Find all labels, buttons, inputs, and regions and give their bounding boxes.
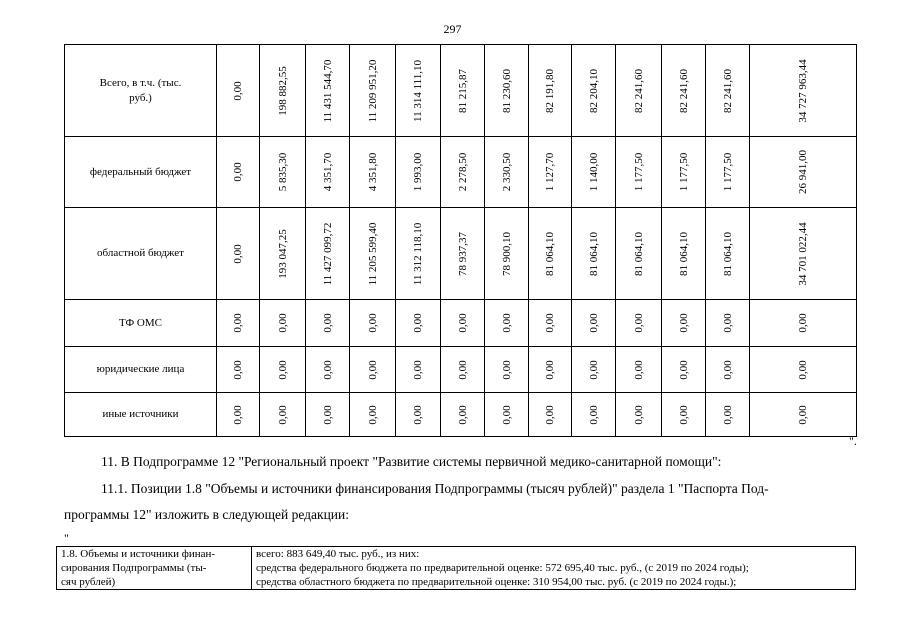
value-cell	[706, 300, 750, 347]
cell-value: 0,00	[366, 359, 379, 380]
cell-value: 0,00	[677, 359, 690, 380]
cell-value: 26 941,00	[797, 150, 809, 194]
cell-value: 34 701 022,44	[797, 221, 809, 286]
cell-value: 0,00	[232, 404, 244, 425]
cell-value: 0,00	[500, 359, 513, 380]
value-cell	[396, 393, 441, 437]
value-cell	[662, 137, 706, 208]
cell-value: 82 191,80	[544, 68, 556, 113]
cell-value: 2 278,50	[456, 152, 469, 192]
row-label: юридические лица	[65, 347, 217, 393]
value-cell	[572, 347, 616, 393]
value-cell	[441, 393, 485, 437]
paragraph-11: 11. В Подпрограмме 12 "Региональный проект "Развитие системы первичной медико-санитарной помощи":	[101, 454, 722, 469]
row-label: федеральный бюджет	[65, 137, 217, 208]
cell-value: 0,00	[321, 313, 334, 333]
cell-value: 81 064,10	[677, 231, 690, 276]
value-cell	[260, 208, 306, 300]
cell-value: 0,00	[366, 313, 379, 333]
value-cell	[572, 45, 616, 137]
cell-value: 81 230,60	[500, 68, 513, 113]
value-cell	[396, 347, 441, 393]
value-cell	[350, 393, 396, 437]
passport-value-line: средства федерального бюджета по предварительной оценке: 572 695,40 тыс. руб., (с 2019 по 2024 годы);	[256, 562, 749, 574]
value-cell	[616, 300, 662, 347]
cell-value: 82 241,60	[632, 68, 645, 113]
value-cell	[485, 45, 529, 137]
value-cell	[706, 393, 750, 437]
opening-quote: "	[64, 531, 69, 545]
cell-value: 0,00	[544, 359, 556, 380]
cell-value: 81 064,10	[587, 231, 600, 276]
cell-value: 0,00	[412, 313, 424, 333]
value-cell	[662, 45, 706, 137]
value-cell	[217, 347, 260, 393]
passport-value-line: всего: 883 649,40 тыс. руб., из них:	[256, 548, 420, 560]
cell-value: 11 209 951,20	[366, 59, 379, 122]
cell-value: 11 427 099,72	[321, 222, 334, 285]
cell-value: 0,00	[632, 313, 645, 333]
value-cell	[529, 208, 572, 300]
cell-value: 0,00	[797, 404, 809, 425]
cell-value: 34 727 963,44	[797, 58, 809, 123]
cell-value: 11 205 599,40	[366, 222, 379, 285]
cell-value: 1 177,50	[677, 152, 690, 192]
cell-value: 0,00	[276, 359, 289, 380]
cell-value: 193 047,25	[276, 228, 289, 279]
financing-table	[64, 44, 857, 437]
value-cell	[396, 300, 441, 347]
cell-value: 0,00	[797, 359, 809, 380]
cell-value: 0,00	[412, 404, 424, 425]
value-cell	[441, 137, 485, 208]
value-cell	[217, 208, 260, 300]
passport-label-line: сяч рублей)	[61, 576, 116, 588]
value-cell	[750, 393, 857, 437]
closing-quote: ".	[849, 434, 857, 448]
cell-value: 0,00	[500, 313, 513, 333]
cell-value: 11 314 111,10	[412, 59, 424, 122]
passport-label-line: 1.8. Объемы и источники финан-	[61, 548, 216, 560]
cell-value: 0,00	[456, 404, 469, 425]
cell-value: 0,00	[677, 404, 690, 425]
value-cell	[485, 393, 529, 437]
cell-value: 1 993,00	[412, 152, 424, 192]
page-number: 297	[443, 22, 462, 36]
cell-value: 0,00	[276, 313, 289, 333]
value-cell	[306, 137, 350, 208]
value-cell	[572, 137, 616, 208]
value-cell	[260, 45, 306, 137]
value-cell	[350, 137, 396, 208]
value-cell	[441, 45, 485, 137]
value-cell	[529, 300, 572, 347]
value-cell	[485, 208, 529, 300]
passport-label-cell	[57, 547, 252, 590]
table-row	[65, 347, 857, 393]
cell-value: 78 900,10	[500, 231, 513, 276]
value-cell	[260, 137, 306, 208]
passport-value-line: средства областного бюджета по предварительной оценке: 310 954,00 тыс. руб. (с 2019 по 2024 годы.);	[256, 576, 737, 588]
cell-value: 11 312 118,10	[412, 222, 424, 285]
cell-value: 0,00	[587, 359, 600, 380]
passport-row	[57, 547, 856, 590]
cell-value: 78 937,37	[456, 231, 469, 276]
cell-value: 5 835,30	[276, 152, 289, 192]
value-cell	[616, 45, 662, 137]
value-cell	[350, 347, 396, 393]
cell-value: 1 177,50	[721, 152, 734, 192]
value-cell	[217, 393, 260, 437]
paragraph-11-1-line1: 11.1. Позиции 1.8 "Объемы и источники финансирования Подпрограммы (тысяч рублей)" раздела 1 "Паспорта Под-	[101, 481, 769, 496]
value-cell	[350, 208, 396, 300]
passport-table	[56, 546, 856, 590]
cell-value: 1 140,00	[587, 152, 600, 192]
value-cell	[529, 45, 572, 137]
cell-value: 0,00	[232, 162, 244, 182]
cell-value: 0,00	[797, 313, 809, 333]
value-cell	[529, 393, 572, 437]
cell-value: 0,00	[721, 404, 734, 425]
cell-value: 11 431 544,70	[321, 59, 334, 122]
cell-value: 0,00	[544, 313, 556, 333]
value-cell	[217, 137, 260, 208]
cell-value: 0,00	[456, 359, 469, 380]
value-cell	[485, 137, 529, 208]
cell-value: 0,00	[456, 313, 469, 333]
value-cell	[662, 300, 706, 347]
cell-value: 0,00	[677, 313, 690, 333]
value-cell	[706, 208, 750, 300]
value-cell	[662, 208, 706, 300]
value-cell	[706, 347, 750, 393]
cell-value: 81 064,10	[721, 231, 734, 276]
cell-value: 0,00	[632, 404, 645, 425]
value-cell	[750, 45, 857, 137]
value-cell	[350, 300, 396, 347]
cell-value: 0,00	[721, 359, 734, 380]
value-cell	[306, 300, 350, 347]
value-cell	[572, 393, 616, 437]
value-cell	[529, 347, 572, 393]
value-cell	[396, 45, 441, 137]
value-cell	[350, 45, 396, 137]
value-cell	[572, 208, 616, 300]
value-cell	[441, 300, 485, 347]
value-cell	[217, 300, 260, 347]
cell-value: 1 177,50	[632, 152, 645, 192]
row-label: иные источники	[65, 393, 217, 437]
cell-value: 0,00	[587, 404, 600, 425]
value-cell	[706, 45, 750, 137]
cell-value: 0,00	[544, 404, 556, 425]
value-cell	[396, 137, 441, 208]
value-cell	[217, 45, 260, 137]
table-row	[65, 300, 857, 347]
value-cell	[529, 137, 572, 208]
value-cell	[260, 300, 306, 347]
table-row	[65, 137, 857, 208]
row-label: Всего, в т.ч. (тыс. руб.)	[65, 45, 217, 137]
cell-value: 4 351,70	[321, 152, 334, 192]
cell-value: 0,00	[500, 404, 513, 425]
cell-value: 1 127,70	[544, 152, 556, 192]
cell-value: 4 351,80	[366, 152, 379, 192]
cell-value: 81 064,10	[632, 231, 645, 276]
value-cell	[572, 300, 616, 347]
value-cell	[750, 300, 857, 347]
cell-value: 82 241,60	[677, 68, 690, 113]
cell-value: 0,00	[721, 313, 734, 333]
value-cell	[750, 137, 857, 208]
passport-value-cell	[252, 547, 856, 590]
value-cell	[485, 300, 529, 347]
row-label: областной бюджет	[65, 208, 217, 300]
table-row	[65, 45, 857, 137]
cell-value: 0,00	[587, 313, 600, 333]
value-cell	[260, 393, 306, 437]
value-cell	[306, 208, 350, 300]
cell-value: 0,00	[632, 359, 645, 380]
value-cell	[441, 347, 485, 393]
cell-value: 198 882,55	[276, 65, 289, 116]
value-cell	[662, 393, 706, 437]
cell-value: 81 064,10	[544, 231, 556, 276]
cell-value: 0,00	[232, 313, 244, 333]
value-cell	[662, 347, 706, 393]
cell-value: 0,00	[321, 404, 334, 425]
value-cell	[306, 393, 350, 437]
row-label: ТФ ОМС	[65, 300, 217, 347]
cell-value: 0,00	[232, 80, 244, 101]
value-cell	[616, 393, 662, 437]
value-cell	[706, 137, 750, 208]
cell-value: 82 241,60	[721, 68, 734, 113]
value-cell	[750, 347, 857, 393]
value-cell	[306, 45, 350, 137]
cell-value: 82 204,10	[587, 68, 600, 113]
cell-value: 0,00	[232, 243, 244, 264]
cell-value: 0,00	[276, 404, 289, 425]
value-cell	[260, 347, 306, 393]
cell-value: 0,00	[412, 359, 424, 380]
value-cell	[306, 347, 350, 393]
value-cell	[441, 208, 485, 300]
value-cell	[750, 208, 857, 300]
value-cell	[616, 137, 662, 208]
cell-value: 81 215,87	[456, 68, 469, 113]
cell-value: 0,00	[232, 359, 244, 380]
value-cell	[485, 347, 529, 393]
value-cell	[616, 208, 662, 300]
cell-value: 0,00	[366, 404, 379, 425]
value-cell	[616, 347, 662, 393]
value-cell	[396, 208, 441, 300]
table-row	[65, 393, 857, 437]
cell-value: 0,00	[321, 359, 334, 380]
table-row	[65, 208, 857, 300]
paragraph-11-1-line2: программы 12" изложить в следующей редакции:	[64, 507, 350, 522]
passport-label-line: сирования Подпрограммы (ты-	[61, 562, 207, 574]
cell-value: 2 330,50	[500, 152, 513, 192]
